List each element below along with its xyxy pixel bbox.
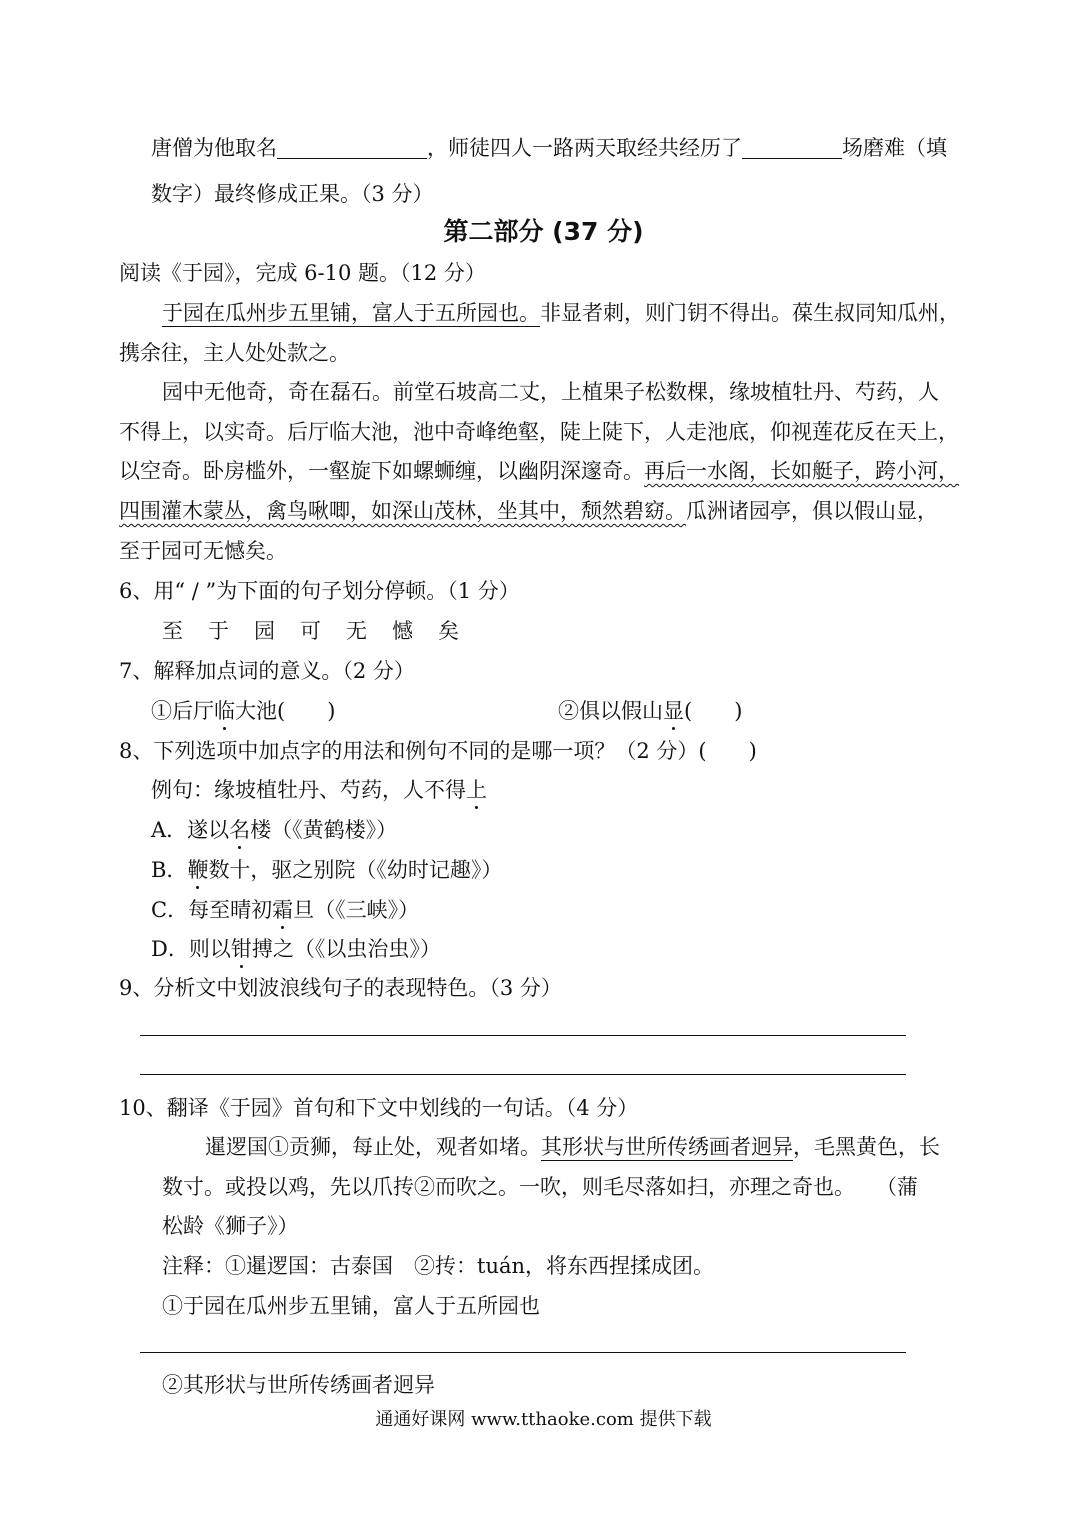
excerpt-note: 注释：①暹逻国：古泰国 ②抟：tuán，将东西捏揉成团。 [162, 1254, 715, 1278]
dotted-word: 钳 [230, 937, 252, 961]
passage-line-2: 携余往，主人处处款之。 [119, 341, 350, 365]
q7-prompt: 7、解释加点词的意义。（2 分） [119, 659, 415, 683]
dotted-word: 显 [663, 699, 684, 723]
option-pre: D．则以 [151, 937, 231, 961]
option-post: 旦（《三峡》） [293, 898, 420, 922]
passage-line-1 [162, 299, 960, 327]
q10-item-2: ②其形状与世所传绣画者迥异 [162, 1373, 435, 1397]
q5-text-c: 场磨难（填 [842, 136, 947, 160]
q8-option-b[interactable] [151, 856, 502, 884]
answer-blank-name[interactable] [277, 136, 427, 159]
page-footer: 通通好课网 www.tthaoke.com 提供下载 [375, 1409, 712, 1430]
q7-item2-post: ( ) [684, 699, 743, 723]
q6-prompt: 6、用“ / ”为下面的句子划分停顿。（1 分） [119, 579, 520, 603]
reading-intro: 阅读《于园》，完成 6-10 题。（12 分） [119, 261, 486, 285]
pause-char: 无 [346, 619, 367, 643]
option-pre: C．每至晴初 [151, 898, 273, 922]
pause-char: 可 [300, 619, 321, 643]
q10-answer-line-1[interactable] [140, 1352, 906, 1353]
q7-item1-post: 大池( ) [235, 699, 336, 723]
q7-item-1[interactable] [151, 697, 335, 725]
option-pre: B． [151, 858, 188, 882]
option-post: 数十，驱之别院（《幼时记趣》） [208, 858, 503, 882]
pause-char: 园 [254, 619, 275, 643]
q8-prompt: 8、下列选项中加点字的用法和例句不同的是哪一项？（2 分）( ) [119, 739, 757, 763]
q5-text-a: 唐僧为他取名 [151, 136, 277, 160]
q9-answer-line-1[interactable] [140, 1035, 906, 1036]
q5-line2: 数字）最终修成正果。（3 分） [151, 182, 434, 206]
q8-option-a[interactable] [151, 816, 397, 844]
passage-line-3: 园中无他奇，奇在磊石。前堂石坡高二丈，上植果子松数棵，缘坡植牡丹、芍药，人 [162, 380, 939, 404]
passage-line-5 [119, 457, 959, 485]
dotted-word: 上 [466, 778, 487, 802]
passage-line-7: 至于园可无憾矣。 [119, 539, 287, 563]
passage-p2-rest: 瓜洲诸园亭，俱以假山显， [686, 499, 938, 523]
q8-example [151, 776, 487, 804]
excerpt-text-a: 暹逻国①贡狮，每止处，观者如堵。 [205, 1135, 541, 1159]
q7-item-2[interactable] [558, 697, 742, 725]
wavy-sentence-part1: 再后一水阁，长如艇子，跨小河， [644, 459, 959, 483]
dotted-word: 鞭 [187, 858, 209, 882]
excerpt-underlined-sentence: 其形状与世所传绣画者迥异 [541, 1135, 793, 1159]
passage-line-6 [119, 497, 938, 525]
q5-text-b: ，师徒四人一路两天取经共经历了 [427, 136, 742, 160]
wavy-sentence-part2: 四围灌木蒙丛，禽鸟啾唧，如深山茂林，坐其中，颓然碧窈。 [119, 499, 686, 523]
q6-sentence[interactable] [162, 617, 484, 645]
option-pre: A．遂以 [151, 818, 230, 842]
dotted-word: 霜 [272, 898, 294, 922]
answer-blank-count[interactable] [742, 136, 842, 159]
excerpt-line-3: 松龄《狮子》） [162, 1214, 299, 1238]
passage-first-sentence: 于园在瓜州步五里铺，富人于五所园也。 [162, 301, 540, 325]
option-post: 搏之（《以虫治虫》） [251, 937, 441, 961]
pause-char: 于 [208, 619, 229, 643]
part2-title: 第二部分 (37 分) [443, 217, 644, 246]
q7-item1-pre: ①后厅 [151, 699, 214, 723]
excerpt-line-1 [205, 1133, 940, 1161]
q8-example-pre: 例句：缘坡植牡丹、芍药，人不得 [151, 778, 466, 802]
dotted-word: 临 [214, 699, 235, 723]
passage-p1-rest: 非显者刺，则门钥不得出。葆生叔同知瓜州， [540, 301, 960, 325]
q10-item-1: ①于园在瓜州步五里铺，富人于五所园也 [162, 1294, 540, 1318]
q7-item2-pre: ②俱以假山 [558, 699, 663, 723]
option-post: 楼（《黄鹤楼》） [250, 818, 398, 842]
q5-line1 [151, 134, 947, 162]
passage-plain-text: 以空奇。卧房槛外，一壑旋下如螺蛳缠，以幽阴深邃奇。 [119, 459, 644, 483]
q8-option-c[interactable] [151, 896, 419, 924]
dotted-word: 名 [229, 818, 251, 842]
q8-option-d[interactable] [151, 935, 441, 963]
q9-prompt: 9、分析文中划波浪线句子的表现特色。（3 分） [119, 976, 562, 1000]
pause-char: 憾 [392, 619, 413, 643]
passage-line-4: 不得上，以实奇。后厅临大池，池中奇峰绝壑，陡上陡下，人走池底，仰视莲花反在天上， [119, 420, 959, 444]
pause-char: 至 [162, 619, 183, 643]
q9-answer-line-2[interactable] [140, 1074, 906, 1075]
excerpt-line-2: 数寸。或投以鸡，先以爪抟②而吹之。一吹，则毛尽落如扫，亦理之奇也。 （蒲 [162, 1175, 918, 1199]
q10-prompt: 10、翻译《于园》首句和下文中划线的一句话。（4 分） [119, 1096, 639, 1120]
excerpt-text-b: ，毛黑黄色，长 [793, 1135, 940, 1159]
pause-char: 矣 [438, 619, 459, 643]
